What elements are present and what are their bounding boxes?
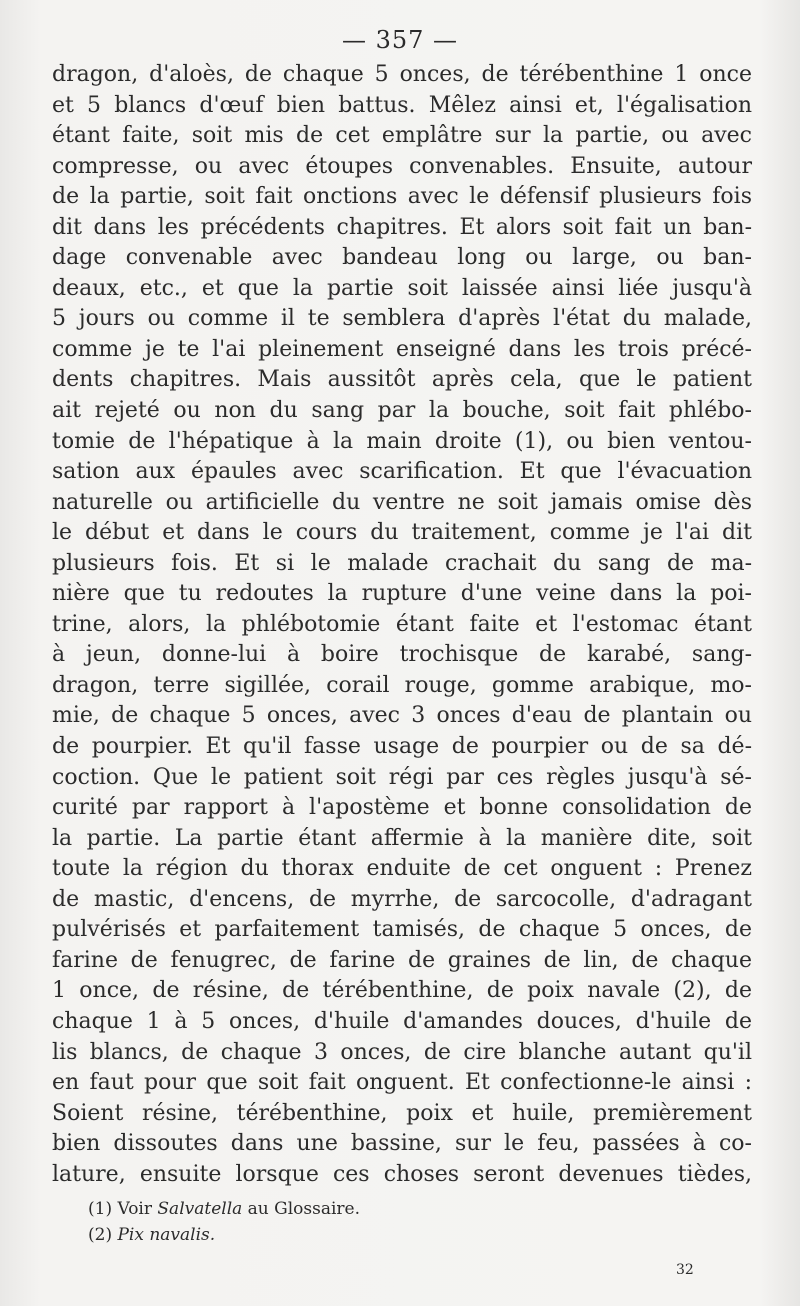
- text-line: sation aux épaules avec scarification. Et que l'évacuation: [52, 459, 752, 485]
- footnote-rest: au Glossaire.: [242, 1199, 361, 1219]
- text-line: Soient résine, térébenthine, poix et huile, premièrement: [52, 1100, 752, 1126]
- text-line: coction. Que le patient soit régi par ces règles jusqu'à sé-: [52, 764, 752, 790]
- text-line: la partie. La partie étant affermie à la manière dite, soit: [52, 825, 752, 851]
- text-line: pulvérisés et parfaitement tamisés, de chaque 5 onces, de: [52, 917, 752, 943]
- text-line: dents chapitres. Mais aussitôt après cela, que le patient: [52, 367, 752, 393]
- text-line: de pourpier. Et qu'il fasse usage de pourpier ou de sa dé-: [52, 734, 752, 760]
- text-line: lis blancs, de chaque 3 onces, de cire blanche autant qu'il: [52, 1039, 752, 1065]
- text-line: plusieurs fois. Et si le malade crachait du sang de ma-: [52, 550, 752, 576]
- footnote-mark: (2): [88, 1225, 118, 1245]
- page-number-header: — 357 —: [341, 26, 459, 54]
- text-line: en faut pour que soit fait onguent. Et confectionne-le ainsi :: [52, 1070, 752, 1096]
- text-line: dit dans les précédents chapitres. Et alors soit fait un ban-: [52, 214, 752, 240]
- text-line: ait rejeté ou non du sang par la bouche, soit fait phlébo-: [52, 398, 752, 424]
- footnote: [88, 1196, 360, 1222]
- text-line: naturelle ou artificielle du ventre ne soit jamais omise dès: [52, 489, 752, 515]
- text-line: tomie de l'hépatique à la main droite (1), ou bien ventou-: [52, 428, 752, 454]
- signature-mark: 32: [676, 1262, 694, 1278]
- text-line: dragon, terre sigillée, corail rouge, gomme arabique, mo-: [52, 672, 752, 698]
- text-line: nière que tu redoutes la rupture d'une veine dans la poi-: [52, 581, 752, 607]
- text-line: à jeun, donne-lui à boire trochisque de karabé, sang-: [52, 642, 752, 668]
- footnote: [88, 1222, 360, 1248]
- body-text: [52, 60, 752, 1190]
- text-line: trine, alors, la phlébotomie étant faite et l'estomac étant: [52, 611, 752, 637]
- text-line: dage convenable avec bandeau long ou large, ou ban-: [52, 245, 752, 271]
- text-line: comme je te l'ai pleinement enseigné dans les trois précé-: [52, 336, 752, 362]
- footnotes: [88, 1196, 360, 1248]
- text-line: 1 once, de résine, de térébenthine, de poix navale (2), de: [52, 978, 752, 1004]
- text-line: mie, de chaque 5 onces, avec 3 onces d'eau de plantain ou: [52, 703, 752, 729]
- text-line: et 5 blancs d'œuf bien battus. Mêlez ainsi et, l'égalisation: [52, 92, 752, 118]
- text-line: étant faite, soit mis de cet emplâtre sur la partie, ou avec: [52, 123, 752, 149]
- text-line: toute la région du thorax enduite de cet onguent : Prenez: [52, 856, 752, 882]
- text-line: chaque 1 à 5 onces, d'huile d'amandes douces, d'huile de: [52, 1008, 752, 1034]
- text-line: de mastic, d'encens, de myrrhe, de sarcocolle, d'adragant: [52, 886, 752, 912]
- footnote-mark: (1) Voir: [88, 1199, 158, 1219]
- text-line: curité par rapport à l'apostème et bonne consolidation de: [52, 795, 752, 821]
- text-line: dragon, d'aloès, de chaque 5 onces, de térébenthine 1 once: [52, 62, 752, 87]
- text-line: farine de fenugrec, de farine de graines de lin, de chaque: [52, 947, 752, 973]
- text-line: de la partie, soit fait onctions avec le défensif plusieurs fois: [52, 184, 752, 210]
- text-line: le début et dans le cours du traitement, comme je l'ai dit: [52, 520, 752, 546]
- footnote-italic: Salvatella: [157, 1199, 243, 1219]
- text-line: lature, ensuite lorsque ces choses seront devenues tièdes,: [52, 1161, 752, 1187]
- footnote-italic: Pix navalis.: [117, 1225, 216, 1245]
- text-line: bien dissoutes dans une bassine, sur le feu, passées à co-: [52, 1131, 752, 1157]
- text-line: 5 jours ou comme il te semblera d'après l'état du malade,: [52, 306, 752, 332]
- text-line: compresse, ou avec étoupes convenables. Ensuite, autour: [52, 153, 752, 179]
- text-line: deaux, etc., et que la partie soit laissée ainsi liée jusqu'à: [52, 275, 752, 301]
